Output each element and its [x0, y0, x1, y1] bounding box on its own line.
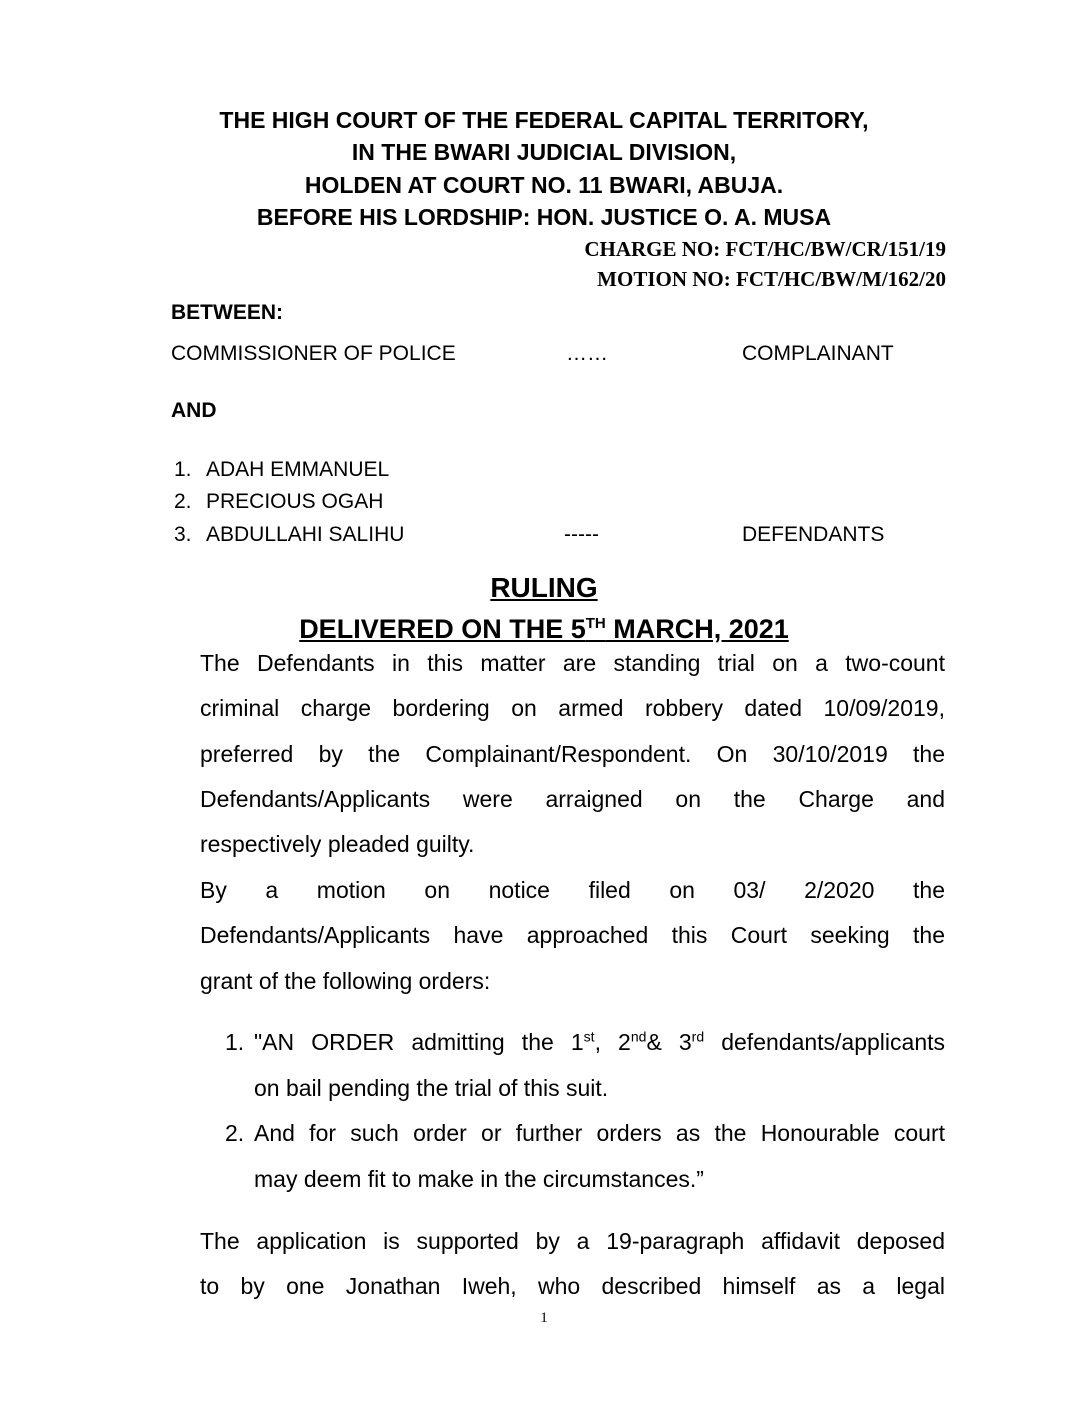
- paragraph-line: Defendants/Applicants were arraigned on the Charge and: [200, 786, 945, 812]
- paragraph-line: criminal charge bordering on armed robbery dated 10/09/2019,: [200, 695, 945, 721]
- order-text: "AN ORDER admitting the 1: [254, 1029, 584, 1055]
- paragraph-line: The application is supported by a 19-paragraph affidavit deposed: [200, 1228, 945, 1254]
- order-line: on bail pending the trial of this suit.: [254, 1075, 609, 1101]
- ordinal-suffix: rd: [691, 1028, 705, 1045]
- judge-line: BEFORE HIS LORDSHIP: HON. JUSTICE O. A. MUSA: [256, 204, 832, 230]
- defendant-number: 3.: [174, 523, 192, 546]
- motion-number: MOTION NO: FCT/HC/BW/M/162/20: [597, 267, 946, 291]
- complainant-row: [171, 339, 931, 369]
- defendant-row: [174, 454, 934, 486]
- defendant-row: [174, 519, 934, 551]
- delivery-date-ordinal: TH: [585, 615, 606, 632]
- order-text: defendants/applicants: [704, 1029, 946, 1055]
- defendant-name: ABDULLAHI SALIHU: [206, 523, 405, 546]
- ordinal-suffix: st: [583, 1028, 595, 1045]
- paragraph-line: By a motion on notice filed on 03/ 2/2020 the: [200, 877, 945, 903]
- court-name-line: THE HIGH COURT OF THE FEDERAL CAPITAL TERRITORY,: [219, 107, 869, 133]
- defendant-number: 1.: [174, 458, 192, 481]
- delivery-date-suffix: MARCH, 2021: [605, 614, 789, 644]
- paragraph-line: Defendants/Applicants have approached this Court seeking the: [200, 922, 945, 948]
- paragraph-line: preferred by the Complainant/Respondent. On 30/10/2019 the: [200, 741, 945, 767]
- and-label: AND: [171, 399, 217, 422]
- defendant-name: ADAH EMMANUEL: [206, 458, 390, 481]
- complainant-separator: ……: [566, 342, 608, 365]
- defendant-row: [174, 486, 934, 518]
- paragraph-line: to by one Jonathan Iweh, who described himself as a legal: [200, 1273, 945, 1299]
- order-number: 1.: [225, 1029, 245, 1055]
- order-line: may deem fit to make in the circumstances.”: [254, 1166, 704, 1192]
- paragraph-line: The Defendants in this matter are standing trial on a two-count: [200, 650, 945, 676]
- judicial-division-line: IN THE BWARI JUDICIAL DIVISION,: [351, 139, 737, 165]
- defendant-number: 2.: [174, 490, 192, 513]
- ordinal-suffix: nd: [630, 1028, 647, 1045]
- paragraph-line: respectively pleaded guilty.: [200, 831, 475, 857]
- order-line: And for such order or further orders as the Honourable court: [254, 1120, 945, 1146]
- order-text: , 2: [594, 1029, 631, 1055]
- charge-number: CHARGE NO: FCT/HC/BW/CR/151/19: [584, 237, 946, 261]
- ruling-title: RULING: [490, 572, 598, 603]
- court-location-line: HOLDEN AT COURT NO. 11 BWARI, ABUJA.: [304, 172, 784, 198]
- defendant-name: PRECIOUS OGAH: [206, 490, 384, 513]
- between-label: BETWEEN:: [171, 301, 283, 324]
- order-text: & 3: [646, 1029, 692, 1055]
- defendants-separator: -----: [564, 523, 599, 546]
- delivery-date-prefix: DELIVERED ON THE 5: [299, 614, 586, 644]
- order-number: 2.: [225, 1120, 245, 1146]
- paragraph-line: grant of the following orders:: [200, 968, 491, 994]
- page-number: 1: [540, 1310, 548, 1326]
- complainant-name: COMMISSIONER OF POLICE: [171, 342, 456, 365]
- order-line: [254, 1020, 945, 1065]
- complainant-role: COMPLAINANT: [742, 342, 894, 365]
- defendants-role: DEFENDANTS: [742, 523, 885, 546]
